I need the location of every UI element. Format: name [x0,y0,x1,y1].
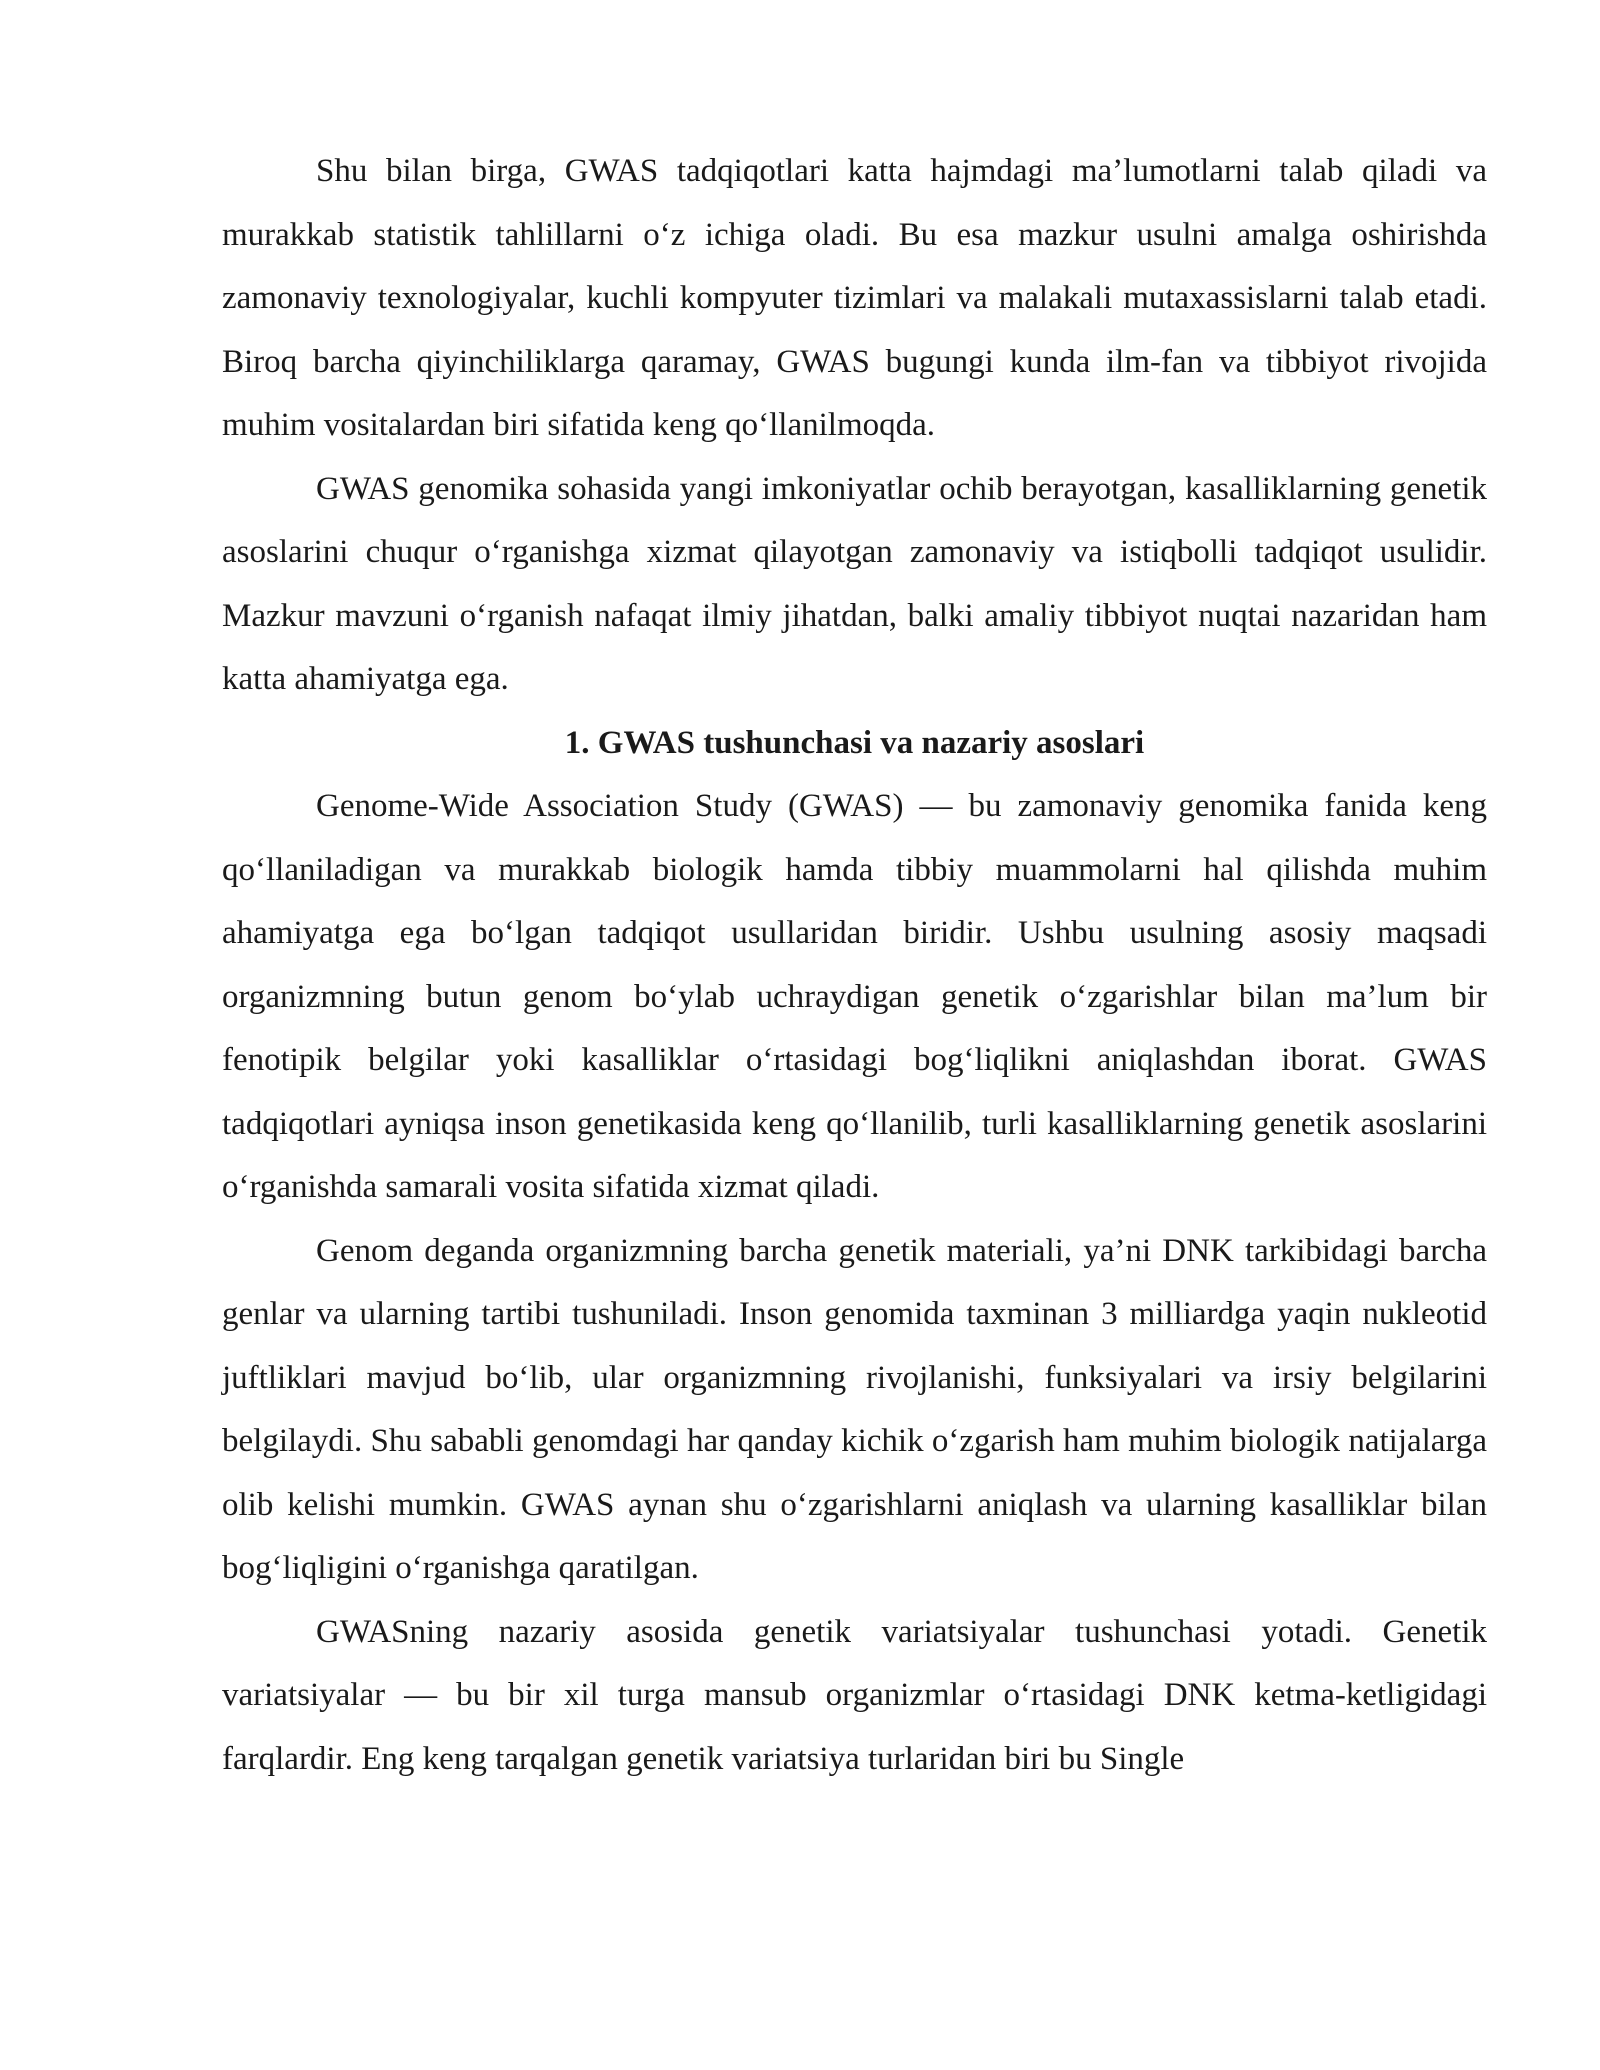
section-heading: 1. GWAS tushunchasi va nazariy asoslari [564,724,1145,761]
paragraph: GWAS genomika sohasida yangi imkoniyatlar ochib berayotgan, kasalliklarning genetik asoslarini chuqur o‘rganishga xizmat qilayotgan zamonaviy va istiqbolli tadqiqot usulidir. Mazkur mavzuni o‘rganish nafaqat ilmiy jihatdan, balki amaliy tibbiyot nuqtai nazaridan ham katta ahamiyatga ega. [222,470,1487,697]
paragraph: Genom deganda organizmning barcha genetik materiali, ya’ni DNK tarkibidagi barcha genlar va ularning tartibi tushuniladi. Inson genomida taxminan 3 milliardga yaqin nukleotid juftliklari mavjud bo‘lib, ular organizmning rivojlanishi, funksiyalari va irsiy belgilarini belgilaydi. Shu sababli genomdagi har qanday kichik o‘zgarish ham muhim biologik natijalarga olib kelishi mumkin. GWAS aynan shu o‘zgarishlarni aniqlash va ularning kasalliklar bilan bog‘liqligini o‘rganishga qaratilgan. [222,1232,1487,1586]
paragraph: GWASning nazariy asosida genetik variatsiyalar tushunchasi yotadi. Genetik variatsiyalar — bu bir xil turga mansub organizmlar o‘rtasidagi DNK ketma-ketligidagi farqlardir. Eng keng tarqalgan genetik variatsiya turlaridan biri bu Single [222,1613,1487,1777]
paragraph: Shu bilan birga, GWAS tadqiqotlari katta hajmdagi ma’lumotlarni talab qiladi va murakkab statistik tahlillarni o‘z ichiga oladi. Bu esa mazkur usulni amalga oshirishda zamonaviy texnologiyalar, kuchli kompyuter tizimlari va malakali mutaxassislarni talab etadi. Biroq barcha qiyinchiliklarga qaramay, GWAS bugungi kunda ilm-fan va tibbiyot rivojida muhim vositalardan biri sifatida keng qo‘llanilmoqda. [222,153,1487,443]
paragraph: Genome-Wide Association Study (GWAS) — bu zamonaviy genomika fanida keng qo‘llaniladigan va murakkab biologik hamda tibbiy muammolarni hal qilishda muhim ahamiyatga ega bo‘lgan tadqiqot usullaridan biridir. Ushbu usulning asosiy maqsadi organizmning butun genom bo‘ylab uchraydigan genetik o‘zgarishlar bilan ma’lum bir fenotipik belgilar yoki kasalliklar o‘rtasidagi bog‘liqlikni aniqlashdan iborat. GWAS tadqiqotlari ayniqsa inson genetikasida keng qo‘llanilib, turli kasalliklarning genetik asoslarini o‘rganishda samarali vosita sifatida xizmat qiladi. [222,788,1487,1205]
document-page [222,140,1487,1791]
